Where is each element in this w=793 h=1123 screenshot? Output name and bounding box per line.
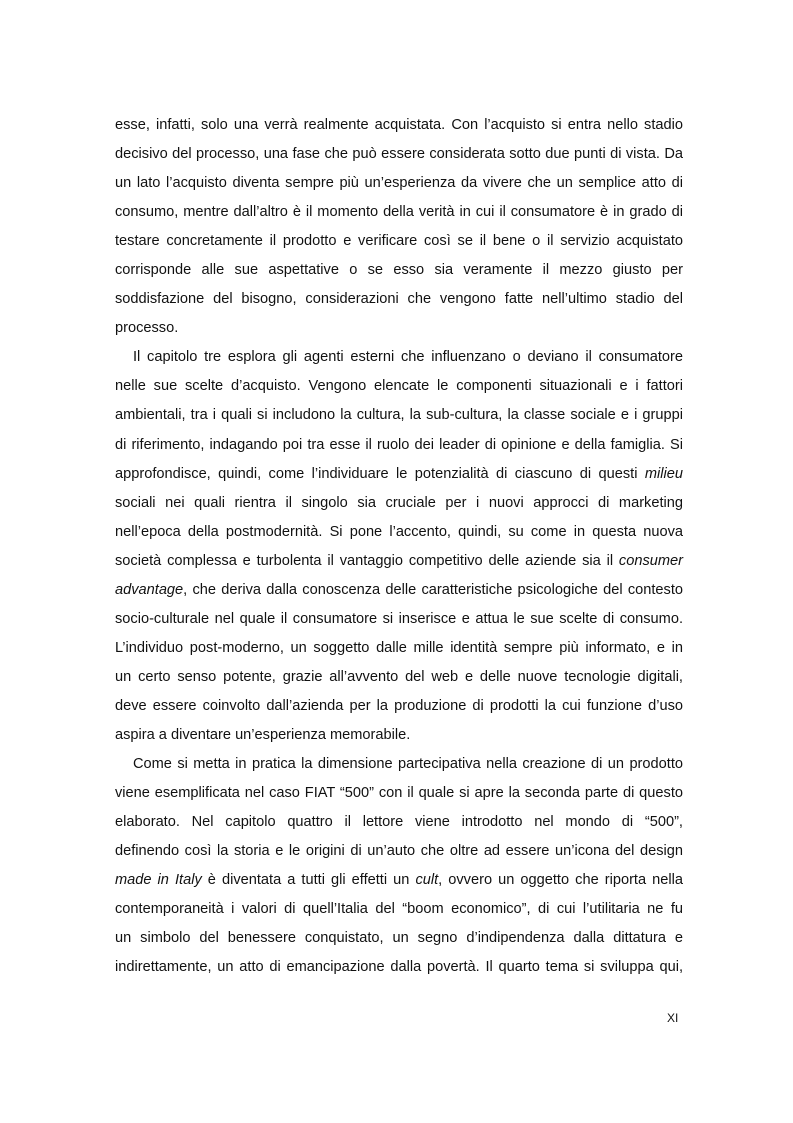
text-line: di riferimento, indagando poi tra esse il ruolo dei leader di opinione e della famiglia. Si xyxy=(115,436,683,453)
text-line: un certo senso potente, grazie all’avvento del web e delle nuove tecnologie digitali, xyxy=(115,668,683,685)
body-text xyxy=(115,111,683,982)
text-line xyxy=(115,866,683,895)
text-line xyxy=(115,460,683,489)
text-line: definendo così la storia e le origini di un’auto che oltre ad essere un’icona del design xyxy=(115,843,683,860)
text-run: società complessa e turbolenta il vantaggio competitivo delle aziende sia il xyxy=(115,552,614,569)
italic-term: milieu xyxy=(644,465,684,482)
text-run: approfondisce, quindi, come l’individuare le potenzialità di ciascuno di questi xyxy=(115,465,638,482)
text-line: testare concretamente il prodotto e verificare così se il bene o il servizio acquistato xyxy=(115,233,683,250)
text-line: soddisfazione del bisogno, considerazioni che vengono fatte nell’ultimo stadio del xyxy=(115,291,683,308)
text-line: elaborato. Nel capitolo quattro il lettore viene introdotto nel mondo di “500”, xyxy=(115,814,683,831)
text-line: Come si metta in pratica la dimensione partecipativa nella creazione di un prodotto xyxy=(133,756,683,773)
text-line: deve essere coinvolto dall’azienda per la produzione di prodotti la cui funzione d’uso xyxy=(115,697,683,714)
text-line: contemporaneità i valori di quell’Italia del “boom economico”, di cui l’utilitaria ne fu xyxy=(115,901,683,918)
italic-term: advantage xyxy=(115,581,184,598)
text-line: socio-culturale nel quale il consumatore si inserisce e attua le sue scelte di consumo. xyxy=(115,610,683,627)
text-line: indirettamente, un atto di emancipazione dalla povertà. Il quarto tema si sviluppa qui, xyxy=(115,959,683,976)
text-line: sociali nei quali rientra il singolo sia cruciale per i nuovi approcci di marketing xyxy=(115,494,683,511)
italic-term: made in Italy xyxy=(115,872,202,889)
italic-term: consumer xyxy=(618,552,683,569)
text-line: processo. xyxy=(115,320,179,337)
text-line: nelle sue scelte d’acquisto. Vengono elencate le componenti situazionali e i fattori xyxy=(115,378,683,395)
text-line: decisivo del processo, una fase che può essere considerata sotto due punti di vista. Da xyxy=(115,146,683,163)
text-line: L’individuo post-moderno, un soggetto dalle mille identità sempre più informato, e in xyxy=(115,639,683,656)
page-number: XI xyxy=(667,1011,679,1025)
text-run: è diventata a tutti gli effetti un xyxy=(201,872,416,889)
text-line: ambientali, tra i quali si includono la cultura, la sub-cultura, la classe sociale e i gruppi xyxy=(115,407,683,424)
text-line: nell’epoca della postmodernità. Si pone l’accento, quindi, su come in questa nuova xyxy=(115,523,683,540)
text-line: viene esemplificata nel caso FIAT “500” con il quale si apre la seconda parte di questo xyxy=(115,785,683,802)
text-line: esse, infatti, solo una verrà realmente acquistata. Con l’acquisto si entra nello stadio xyxy=(115,117,683,133)
text-run: , che deriva dalla conoscenza delle caratteristiche psicologiche del contesto xyxy=(183,581,683,598)
text-run: , ovvero un oggetto che riporta nella xyxy=(438,872,683,889)
text-line: corrisponde alle sue aspettative o se esso sia veramente il mezzo giusto per xyxy=(115,262,683,279)
text-line: un simbolo del benessere conquistato, un segno d’indipendenza dalla dittatura e xyxy=(115,930,683,947)
text-line: consumo, mentre dall’altro è il momento della verità in cui il consumatore è in grado di xyxy=(115,204,683,221)
text-line: aspira a diventare un’esperienza memorabile. xyxy=(115,726,411,743)
italic-term: cult xyxy=(415,872,439,889)
text-line xyxy=(115,547,683,576)
text-line xyxy=(115,576,683,605)
text-line: Il capitolo tre esplora gli agenti esterni che influenzano o deviano il consumatore xyxy=(133,349,683,366)
text-line: un lato l’acquisto diventa sempre più un’esperienza da vivere che un semplice atto di xyxy=(115,175,683,192)
